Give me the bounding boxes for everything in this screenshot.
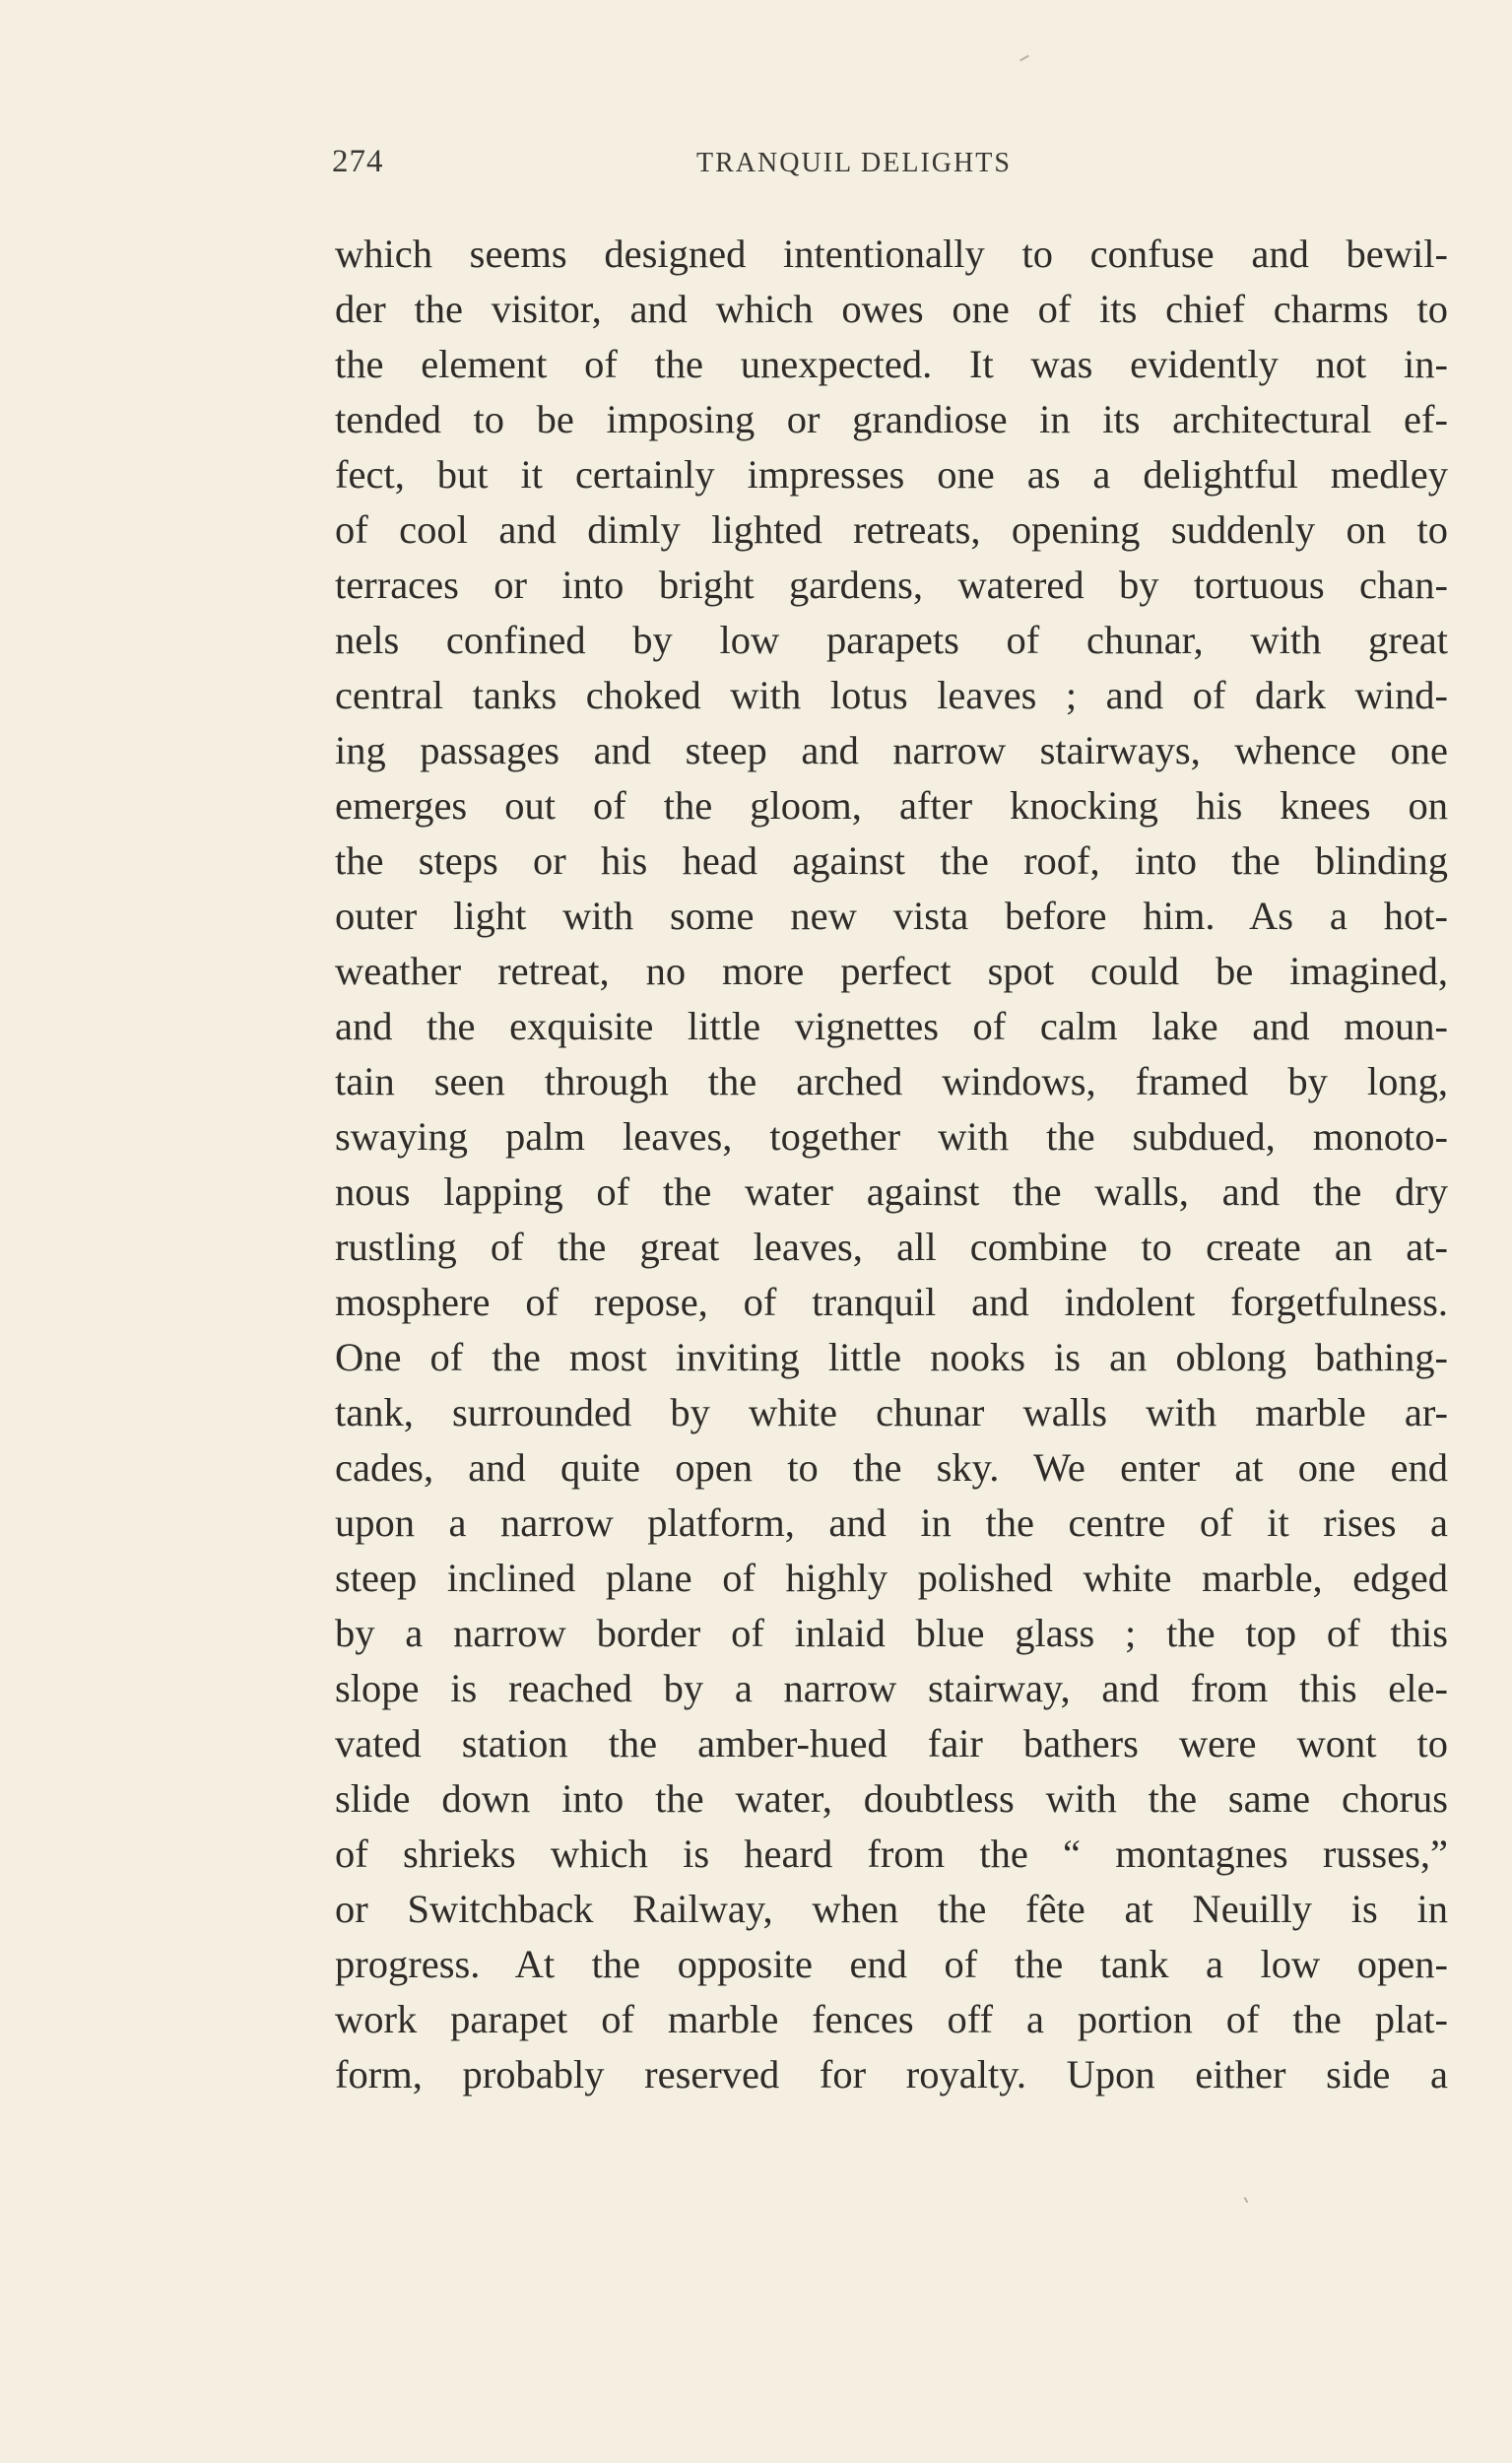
body-text bbox=[335, 227, 1448, 2102]
text-line: der the visitor, and which owes one of its chief charms to bbox=[335, 287, 1448, 331]
text-line: rustling of the great leaves, all combine to create an at- bbox=[335, 1225, 1448, 1269]
text-line: nous lapping of the water against the walls, and the dry bbox=[335, 1169, 1448, 1214]
text-line: slide down into the water, doubtless with the same chorus bbox=[335, 1776, 1448, 1821]
text-line: which seems designed intentionally to confuse and bewil- bbox=[335, 232, 1448, 276]
text-line: swaying palm leaves, together with the subdued, monoto- bbox=[335, 1114, 1448, 1159]
text-line: tank, surrounded by white chunar walls with marble ar- bbox=[335, 1390, 1448, 1434]
text-line: or Switchback Railway, when the fête at Neuilly is in bbox=[335, 1887, 1448, 1931]
text-line: vated station the amber-hued fair bathers were wont to bbox=[335, 1721, 1448, 1765]
text-line: outer light with some new vista before him. As a hot- bbox=[335, 894, 1448, 938]
text-line: nels confined by low parapets of chunar, with great bbox=[335, 618, 1448, 662]
text-line: One of the most inviting little nooks is an oblong bathing- bbox=[335, 1335, 1448, 1379]
text-line: form, probably reserved for royalty. Upon either side a bbox=[335, 2052, 1448, 2097]
running-title: TRANQUIL DELIGHTS bbox=[696, 148, 1012, 178]
text-line: progress. At the opposite end of the tank a low open- bbox=[335, 1942, 1448, 1986]
paper-speck bbox=[1244, 2197, 1249, 2203]
text-line: central tanks choked with lotus leaves ; and of dark wind- bbox=[335, 673, 1448, 717]
page-number: 274 bbox=[332, 144, 384, 179]
text-line: by a narrow border of inlaid blue glass ; the top of this bbox=[335, 1611, 1448, 1655]
paper-speck bbox=[1019, 55, 1029, 62]
text-line: weather retreat, no more perfect spot could be imagined, bbox=[335, 949, 1448, 993]
running-header bbox=[332, 144, 1445, 193]
text-line: the element of the unexpected. It was evidently not in- bbox=[335, 342, 1448, 386]
text-line: mosphere of repose, of tranquil and indolent forgetfulness. bbox=[335, 1280, 1448, 1324]
text-line: fect, but it certainly impresses one as a delightful medley bbox=[335, 452, 1448, 497]
text-line: tain seen through the arched windows, framed by long, bbox=[335, 1059, 1448, 1103]
text-line: cades, and quite open to the sky. We enter at one end bbox=[335, 1445, 1448, 1490]
text-line: work parapet of marble fences off a portion of the plat- bbox=[335, 1997, 1448, 2041]
text-line: terraces or into bright gardens, watered by tortuous chan- bbox=[335, 563, 1448, 607]
text-line: ing passages and steep and narrow stairways, whence one bbox=[335, 728, 1448, 772]
text-line: the steps or his head against the roof, into the blinding bbox=[335, 838, 1448, 883]
text-line: of shrieks which is heard from the “ montagnes russes,” bbox=[335, 1831, 1448, 1876]
text-line: of cool and dimly lighted retreats, opening suddenly on to bbox=[335, 507, 1448, 552]
text-line: emerges out of the gloom, after knocking his knees on bbox=[335, 783, 1448, 828]
text-line: steep inclined plane of highly polished white marble, edged bbox=[335, 1556, 1448, 1600]
text-line: slope is reached by a narrow stairway, and from this ele- bbox=[335, 1666, 1448, 1710]
text-line: upon a narrow platform, and in the centre of it rises a bbox=[335, 1500, 1448, 1545]
text-line: and the exquisite little vignettes of calm lake and moun- bbox=[335, 1004, 1448, 1048]
text-line: tended to be imposing or grandiose in its architectural ef- bbox=[335, 397, 1448, 441]
